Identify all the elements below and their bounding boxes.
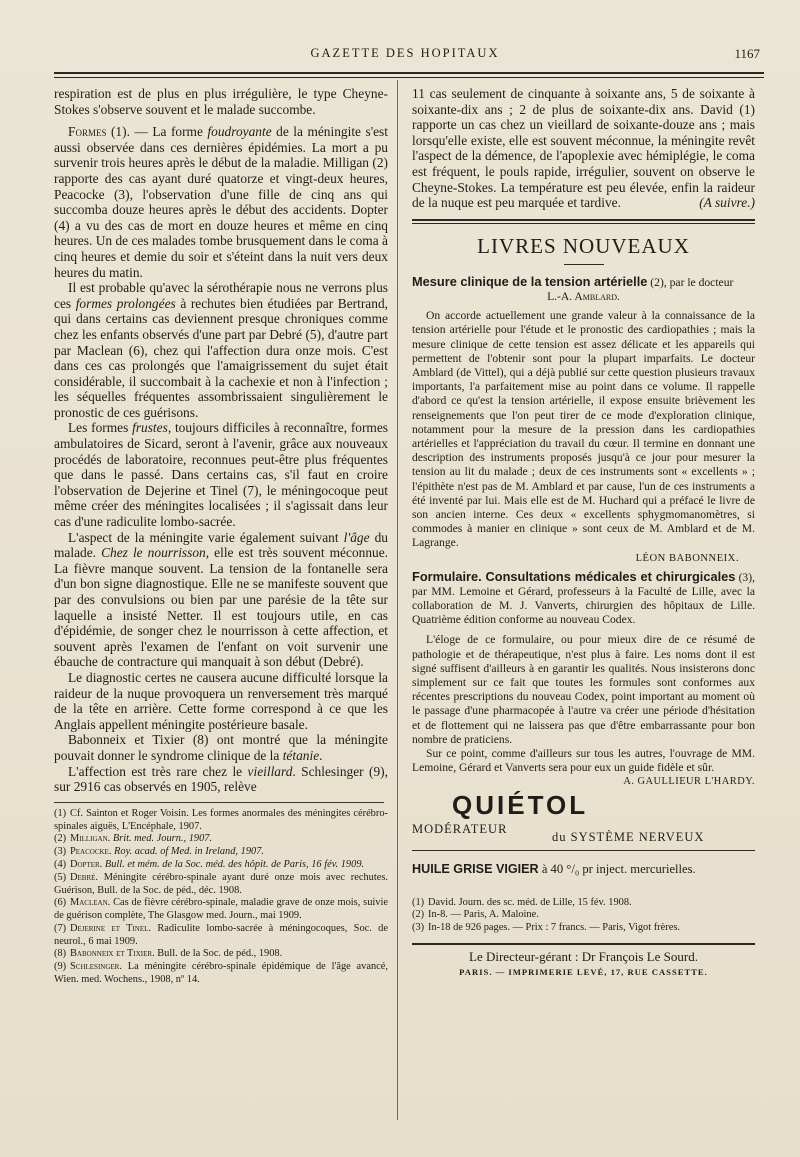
directeur-gerant: Le Directeur-gérant : Dr François Le Sourd. xyxy=(469,949,698,965)
book-review: Sur ce point, comme d'ailleurs sur tous les autres, l'ouvrage de MM. Lemoine, Gérard et Vanverts sera pour eux un guide fidèle et sûr. A. GAULLIEUR L'HARDY. xyxy=(412,747,755,775)
book-review: L'éloge de ce formulaire, ou pour mieux dire de ce résumé de pathologie et de thérapeutique, n'est plus à faire. Les noms dont il est signé suffisent d'ailleurs à en garantir les qualités. Nous insisterons donc simplement sur ce fait que toutes les formules sont conformes aux récentes prescriptions du nouveau Codex, point important au moment où le passage d'une pharmacopée à l'autre va créer une période d'hésitation et de flottement qui ne laissera pas que d'être embarrassante pour bon nombre de praticiens. xyxy=(412,633,755,746)
footnote: (5) Debré. Méningite cérébro-spinale ayant duré onze mois avec rechutes. Guérison, Bull. de la Soc. de péd., déc. 1908. xyxy=(54,871,388,896)
book-title: Formulaire. Consultations médicales et chirurgicales xyxy=(412,568,736,584)
header-rule-thin xyxy=(54,77,764,78)
column-divider xyxy=(397,80,398,1120)
right-column xyxy=(412,86,755,977)
footnote: (9) Schlesinger. La méningite cérébro-spinale épidémique de l'âge avancé, Wien. med. Wochens., 1908, nº 14. xyxy=(54,961,388,986)
section-title: LIVRES NOUVEAUX xyxy=(477,233,690,258)
italic-term: l'âge xyxy=(343,529,370,545)
page-number: 1167 xyxy=(734,46,760,61)
book-title: Mesure clinique de la tension artérielle xyxy=(412,273,648,289)
italic-term: foudroyante xyxy=(207,124,272,140)
footnote: (4) Dopter. Bull. et mém. de la Soc. méd. des hôpit. de Paris, 16 fév. 1909. xyxy=(54,858,365,870)
book-author: L.-A. Amblard. xyxy=(547,289,620,303)
footnote-rule xyxy=(54,802,384,803)
italic-term: frustes xyxy=(132,420,168,436)
footnote: (1) David. Journ. des sc. méd. de Lille, 15 fév. 1908. xyxy=(412,896,632,908)
italic-term: formes prolongées xyxy=(75,295,176,311)
journal-title: GAZETTE DES HOPITAUX xyxy=(310,46,500,60)
footnote: (2) In-8. — Paris, A. Maloine. xyxy=(412,909,539,921)
paragraph-formes: Formes (1). — La forme foudroyante de la méningite s'est aussi observée dans ces dernières épidémies. La mort a pu survenir trois heures après le début de la maladie. Milligan (2) rapporte des cas ayant duré quatorze et vingt-deux heures, Peacocke (3), l'observation d'une fille de cinq ans qui succomba douze heures après le début des accidents. Dopter (4) a vu des cas de mort en douze heures et même en cinq heures. Un de ces malades tombe brusquement dans le coma à cinq heures et demie du soir et s'éteint dans la nuit vers deux heures du matin. xyxy=(54,124,388,280)
paragraph: L'affection est très rare chez le vieillard. Schlesinger (9), sur 2916 cas observés en 1905, relève xyxy=(54,763,388,795)
a-suivre: (A suivre.) xyxy=(699,195,755,211)
footnote: (2) Milligan. Brit. med. Journ., 1907. xyxy=(54,833,213,845)
paragraph: Il est probable qu'avec la sérothérapie nous ne verrons plus ces formes prolongées à rechutes bien étudiées par Bertrand, qui dans certains cas deviennent presque chroniques comme chez les enfants observés d'une part par Debré (5), d'autre part par Maclean (6), chez qui l'affection dura onze mois. C'est dans ces cas prolongés que l'amaigrissement du sujet était considérable, il succombait à la cachexie et non à l'infection ; les séquelles fréquentes assombrissaient singulièrement le pronostic de ces guérisons. xyxy=(54,280,388,420)
footnote: (3) In-18 de 926 pages. — Prix : 7 francs. — Paris, Vigot frères. xyxy=(412,922,680,934)
book-entry: Mesure clinique de la tension artérielle (2), par le docteur xyxy=(412,273,734,289)
paragraph: respiration est de plus en plus irrégulière, le type Cheyne-Stokes s'observe souvent et le malade succombe. xyxy=(54,86,388,117)
italic-term: tétanie xyxy=(282,747,320,763)
advertisement-huile: HUILE GRISE VIGIER à 40 °/₀ pr inject. mercurielles. xyxy=(412,861,696,876)
footnotes-right xyxy=(412,897,755,935)
italic-term: Chez le nourrisson xyxy=(101,545,206,561)
section-underline xyxy=(564,264,604,265)
page-header xyxy=(50,46,760,66)
footnote: (6) Maclean. Cas de fièvre cérébro-spinale, maladie grave de onze mois, suivie de guérison complète, The Glasgow med. Journ., mai 1909. xyxy=(54,897,388,922)
section-rule xyxy=(412,219,755,224)
imprimerie: PARIS. — IMPRIMERIE LEVÉ, 17, RUE CASSETTE. xyxy=(459,967,708,978)
book-entry: Formulaire. Consultations médicales et chirurgicales (3), par MM. Lemoine et Gérard, professeurs à la Faculté de Lille, avec la collaboration de M. J. Vanverts, chirurgien des hôpitaux de Lille. Quatrième édition conforme au nouveau Codex. xyxy=(412,568,755,627)
review-signature: A. GAULLIEUR L'HARDY. xyxy=(623,776,755,788)
advertisement-quietol xyxy=(412,790,755,860)
footnote: (8) Babonneix et Tixier. Bull. de la Soc. de péd., 1908. xyxy=(54,948,283,960)
ad-line: MODÉRATEUR xyxy=(412,821,508,836)
footnote: (1) Cf. Sainton et Roger Voisin. Les formes anormales des méningites cérébro-spinales aiguës, L'Encéphale, 1907. xyxy=(54,807,388,832)
ad-brand: QUIÉTOL xyxy=(452,789,589,820)
paragraph: L'aspect de la méningite varie également suivant l'âge du malade. Chez le nourrisson, elle est très souvent méconnue. La fièvre manque souvent. La tension de la fontanelle sera d'un bon signe diagnostique. Elle ne se manifeste souvent que par des convulsions ou bien par une parésie de la tête sur laquelle a insisté Netter. Il est toujours utile, en cas d'épidémie, de songer chez le nourrisson à cette affection, et souvent après l'examen de l'enfant on voit survenir une ébauche de contracture qui manquait à son début (Debré). xyxy=(54,529,389,670)
paragraph: 11 cas seulement de cinquante à soixante ans, 5 de soixante à soixante-dix ans ; 2 de plus de soixante-dix ans. David (1) rapporte un cas chez un vieillard de soixante-douze ans ; mais lorsqu'elle existe, elle est souvent méconnue, la méningite revêt l'aspect de la démence, de l'apoplexie avec hémiplégie, le coma est fréquent, le pouls rapide, irrégulier, souvent on observe le Cheyne-Stokes. La température est peu élevée, enfin la raideur de la nuque est peu marquée et tardive. (A suivre.) xyxy=(412,86,755,211)
footnotes-left xyxy=(54,808,388,987)
ad-line: du SYSTÈME NERVEUX xyxy=(552,829,705,844)
gerant-rule xyxy=(412,943,755,945)
ad-rule xyxy=(412,850,755,851)
review-signature: LÉON BABONNEIX. xyxy=(635,552,739,564)
footnote: (3) Peacocke. Roy. acad. of Med. in Ireland, 1907. xyxy=(54,846,264,858)
section-label: Formes xyxy=(68,124,107,140)
book-review: On accorde actuellement une grande valeur à la connaissance de la tension artérielle pour l'étude et le pronostic des cardiopathies ; mais la mesure clinique de cette tension est assez délicate et les appareils qui permettent de l'obtenir sont pour la plupart imparfaits. Le docteur Amblard (de Vittel), qui a déjà publié sur cette question plusieurs travaux importants, l'a parfaitement mise au point dans ce volume. Il rappelle d'abord ce qu'est la tension artérielle, il expose ensuite brièvement les renseignements que l'on peut tirer de ce mode d'exploration clinique, notamment pour la mesure de la pression dans les cardiopathies artérielles et l'appréciation du travail du cœur. Il termine en donnant une description des instruments proposés jusqu'à ce jour pour mesurer la tension au lit du malade ; deux de ces instruments sont « excellents » ; l'épithète n'est pas de M. Amblard et par cause, l'un de ces instruments a été inventé par lui. Mais elle est de M. Huchard qui a préfacé le livre de son ancien interne. Ces deux « excellents sphygmomanomètres, si commodes à manier en clinique » sont ceux de M. Amblard et de M. Lagrange. xyxy=(412,309,755,550)
italic-term: vieillard xyxy=(247,763,293,779)
header-rule xyxy=(54,72,764,74)
paragraph: Le diagnostic certes ne causera aucune difficulté lorsque la raideur de la nuque provoquera un renversement très marqué de la tête en arrière. Cette forme correspond à ce que les Anglais appellent méningite postérieure basale. xyxy=(54,669,388,732)
paragraph: Les formes frustes, toujours difficiles à reconnaître, formes ambulatoires de Sicard, seront à l'avenir, grâce aux nouveaux procédés de laboratoire, reconnues peut-être plus fréquentes que dans le passé. Dans certains cas, s'il faut en croire l'observation de Dejerine et Tinel (7), le méningocoque peut même créer des méningites localisées ; il s'agissait dans leur cas d'une radiculite lombo-sacrée. xyxy=(54,420,389,530)
left-column xyxy=(54,86,388,987)
paragraph: Babonneix et Tixier (8) ont montré que la méningite pouvait donner le syndrome clinique de la tétanie. xyxy=(54,732,388,763)
footnote: (7) Dejerine et Tinel. Radiculite lombo-sacrée à méningocoques, Soc. de neurol., 6 mai 1909. xyxy=(54,922,388,947)
